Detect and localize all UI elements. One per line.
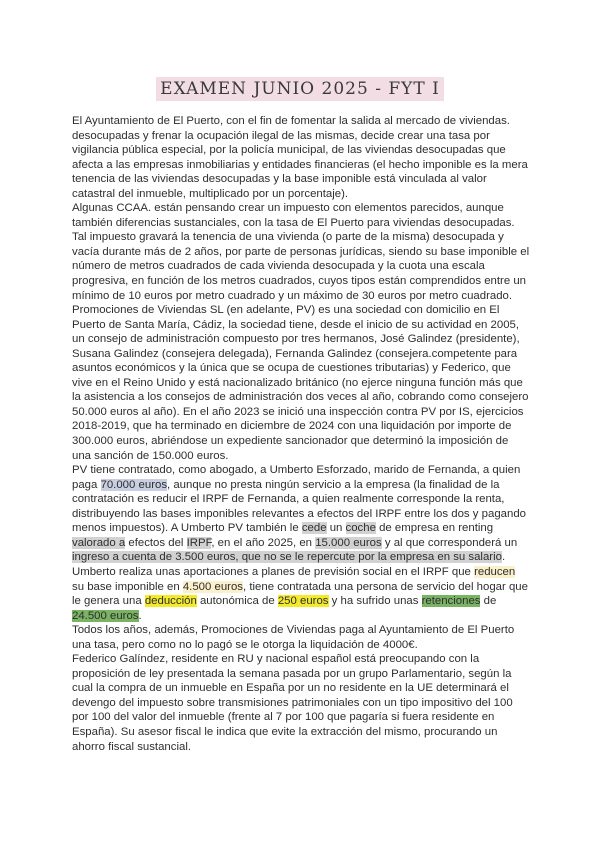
- highlight-reducen: reducen: [474, 565, 516, 578]
- highlight-coche: coche: [345, 522, 376, 535]
- paragraph-umberto-contrato: PV tiene contratado, como abogado, a Umberto Esforzado, marido de Fernanda, a quien paga 70.000 euros, aunque no presta ningún servicio a la empresa (la finalidad de la contratación es reducir el IRPF de Fernanda, a quien realmente corresponde la renta, distribuyendo las bases imponibles relevantes a efectos del IRPF entre los dos y pagando menos impuestos). A Umberto PV también le cede un coche de empresa en renting valorado a efectos del IRPF, en el año 2025, en 15.000 euros y al que corresponderá un ingreso a cuenta de 3.500 euros, que no se le repercute por la empresa en su salario.: [72, 464, 526, 564]
- highlight-deduccion: deducción: [144, 595, 197, 608]
- document-body: [72, 114, 530, 754]
- paragraph-tasa-anual: Todos los años, además, Promociones de Viviendas paga al Ayuntamiento de El Puerto una tasa, pero como no lo pagó se le otorga la liquidación de 4000€.: [72, 624, 515, 651]
- paragraph-promociones-viviendas: Promociones de Viviendas SL (en adelante, PV) es una sociedad con domicilio en El Puerto de Santa María, Cádiz, la sociedad tiene, desde el inicio de su actividad en 2005, un consejo de administración compuesto por tres hermanos, José Galindez (presidente), Susana Galindez (consejera delegada), Fernanda Galindez (consejera.competente para asuntos económicos y la única que se ocupa de cuestiones tributarias) y Federico, que vive en el Reino Unido y está nacionalizado británico (no ejerce ninguna función más que la asistencia a los consejos de administración dos veces al año, cobrando como consejero 50.000 euros al año). En el año 2023 se inició una inspección contra PV por IS, ejercicios 2018-2019, que ha terminado en diciembre de 2024 con una liquidación por importe de 300.000 euros, abriéndose un expediente sancionador que determinó la imposición de una sanción de 150.000 euros.: [72, 304, 529, 462]
- paragraph-impuesto-ccaa: Algunas CCAA. están pensando crear un impuesto con elementos parecidos, aunque también diferencias sustanciales, con la tasa de El Puerto para viviendas desocupadas. Tal impuesto gravará la tenencia de una vivienda (o parte de la misma) desocupada y vacía durante más de 2 años, por parte de personas jurídicas, siendo su base imponible el número de metros cuadrados de cada vivienda desocupada y la cuota una escala progresiva, en función de los metros cuadrados, cuyos tipos están comprendidos entre un mínimo de 10 euros por metro cuadrado y un máximo de 30 euros por metro cuadrado.: [72, 202, 530, 302]
- paragraph-tasa-el-puerto: El Ayuntamiento de El Puerto, con el fin de fomentar la salida al mercado de viviendas. desocupadas y frenar la ocupación ilegal de las mismas, decide crear una tasa por vigilancia pública especial, por la policía municipal, de las viviendas desocupadas que afecta a las empresas inmobiliarias y entidades financieras (el hecho imponible es la mera tenencia de las viviendas desocupadas y la base imponible está vinculada al valor catastral del inmueble, multiplicado por un porcentaje).: [72, 115, 528, 200]
- highlight-70000: 70.000 euros: [100, 478, 168, 491]
- highlight-valorado: valorado a: [72, 536, 126, 549]
- paragraph-umberto-aportaciones: Umberto realiza unas aportaciones a planes de previsión social en el IRPF que reducen su base imponible en 4.500 euros, tiene contratada una persona de servicio del hogar que le genera una deducción autonómica de 250 euros y ha sufrido unas retenciones de 24.500 euros.: [72, 565, 528, 622]
- paragraph-federico: Federico Galíndez, residente en RU y nacional español está preocupando con la proposición de ley presentada la semana pasada por un grupo Parlamentario, según la cual la compra de un inmueble en España por un no residente en la UE determinará el devengo del impuesto sobre transmisiones patrimoniales con un tipo impositivo del 100 por 100 del valor del inmueble (frente al 7 por 100 que pagaría si fuera residente en España). Su asesor fiscal le indica que evite la extracción del mismo, procurando un ahorro fiscal sustancial.: [72, 653, 513, 753]
- highlight-250: 250 euros: [277, 595, 329, 608]
- highlight-24500: 24.500 euros: [72, 609, 139, 622]
- highlight-cede: cede: [301, 522, 327, 535]
- highlight-retenciones: retenciones: [421, 595, 481, 608]
- highlight-irpf: IRPF: [186, 536, 212, 549]
- highlight-ingreso-cuenta: ingreso a cuenta de 3.500 euros, que no se le repercute por la empresa en su salario: [72, 551, 502, 564]
- highlight-4500: 4.500 euros: [182, 580, 243, 593]
- highlight-15000: 15.000 euros: [315, 536, 382, 549]
- page-title: EXAMEN JUNIO 2025 - FYT I: [156, 77, 444, 101]
